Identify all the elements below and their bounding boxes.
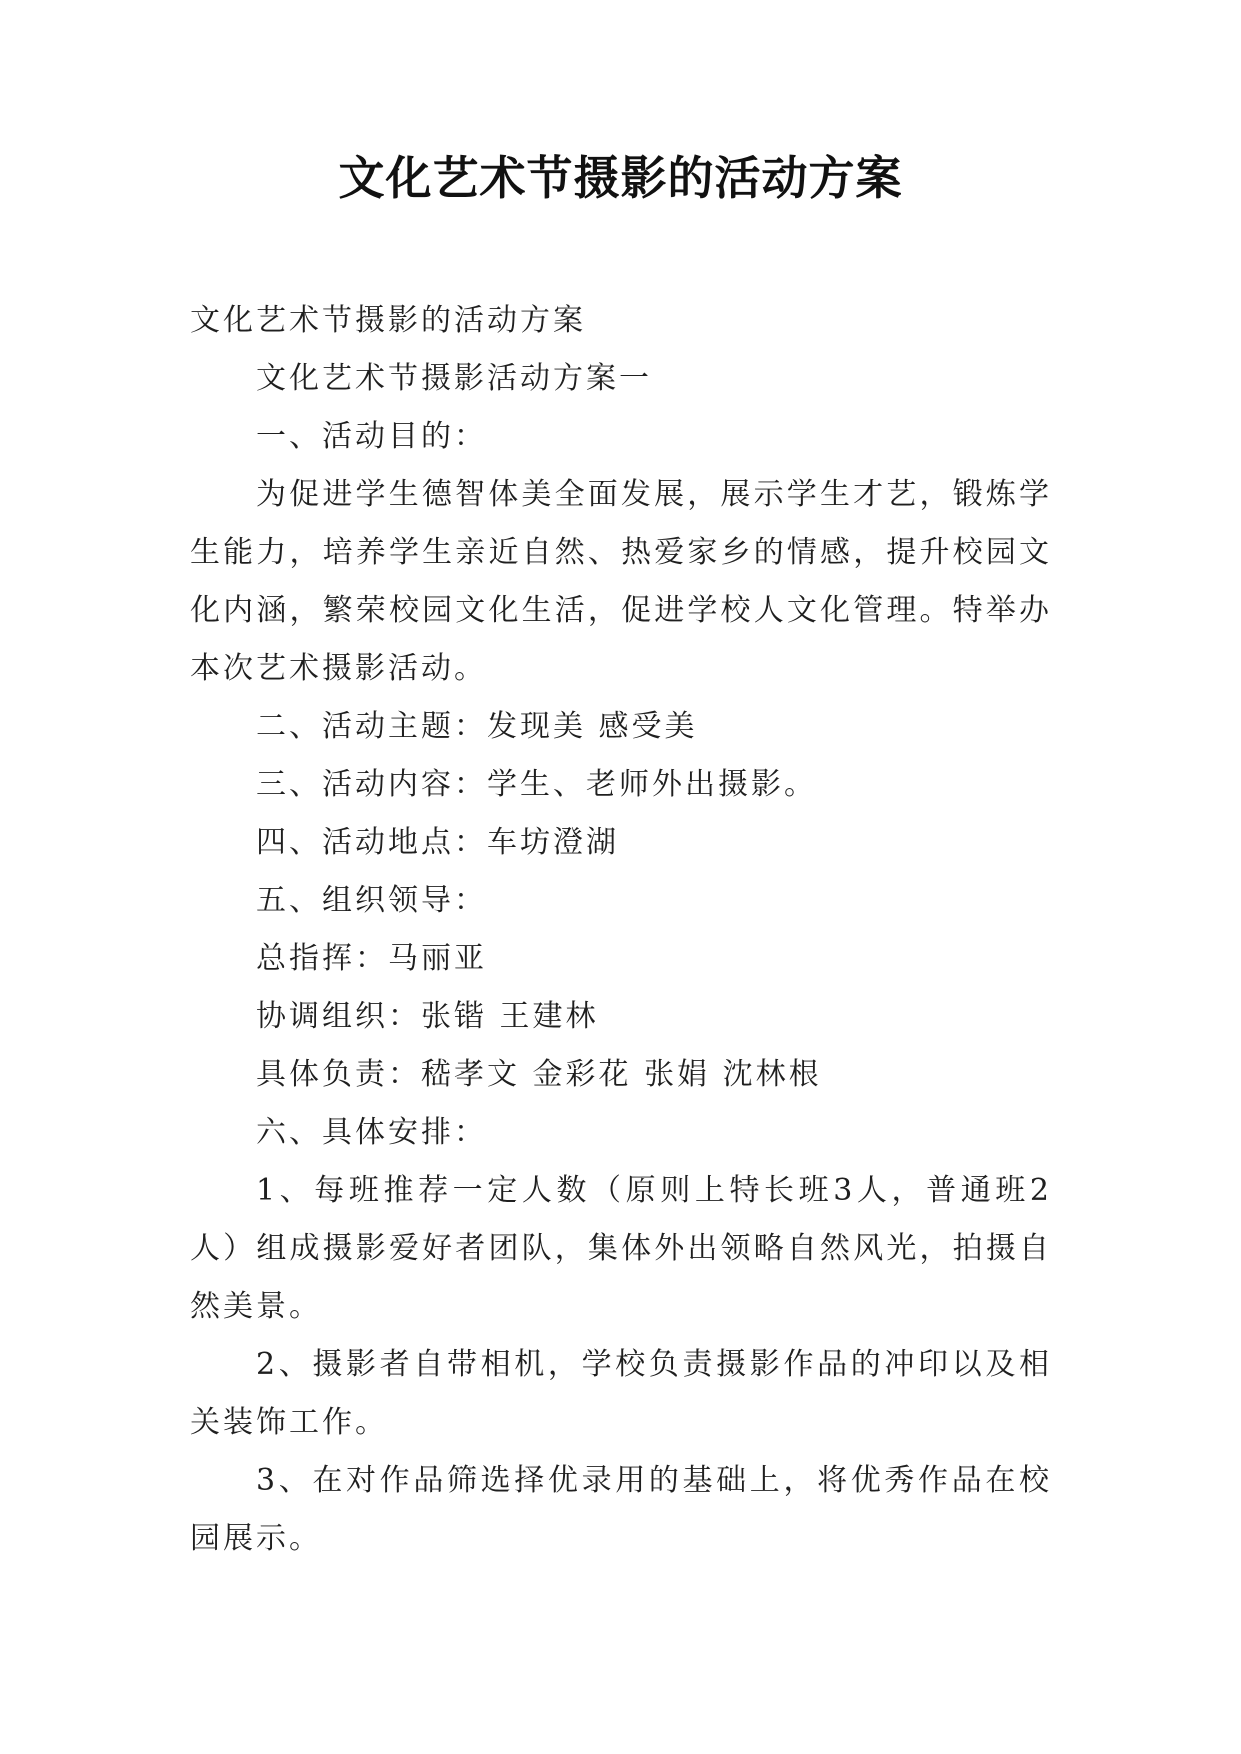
- paragraph-section-location: 四、活动地点：车坊澄湖: [256, 825, 619, 860]
- document-body: [190, 292, 1052, 1568]
- paragraph-section-leadership: 五、组织领导：: [256, 883, 487, 918]
- paragraph-arrangement-2: 2、摄影者自带相机，学校负责摄影作品的冲印以及相关装饰工作。: [190, 1347, 1052, 1440]
- paragraph-commander: 总指挥：马丽亚: [256, 941, 487, 976]
- paragraph-plan-title: 文化艺术节摄影活动方案一: [256, 361, 652, 396]
- paragraph-coordinators: 协调组织：张锴 王建林: [256, 999, 599, 1034]
- paragraph-doc-heading: 文化艺术节摄影的活动方案: [190, 303, 586, 338]
- paragraph-responsible: 具体负责：嵇孝文 金彩花 张娟 沈林根: [256, 1057, 822, 1092]
- paragraph-section-theme: 二、活动主题：发现美 感受美: [256, 709, 698, 744]
- paragraph-purpose-body: 为促进学生德智体美全面发展，展示学生才艺，锻炼学生能力，培养学生亲近自然、热爱家乡的情感，提升校园文化内涵，繁荣校园文化生活，促进学校人文化管理。特举办本次艺术摄影活动。: [190, 477, 1052, 686]
- paragraph-section-content: 三、活动内容：学生、老师外出摄影。: [256, 767, 817, 802]
- paragraph-section-arrangement: 六、具体安排：: [256, 1115, 487, 1150]
- paragraph-section-purpose: 一、活动目的：: [256, 419, 487, 454]
- document-title: 文化艺术节摄影的活动方案: [338, 151, 903, 205]
- paragraph-arrangement-3: 3、在对作品筛选择优录用的基础上，将优秀作品在校园展示。: [190, 1463, 1052, 1556]
- paragraph-arrangement-1: 1、每班推荐一定人数（原则上特长班3人，普通班2人）组成摄影爱好者团队，集体外出领略自然风光，拍摄自然美景。: [190, 1173, 1052, 1324]
